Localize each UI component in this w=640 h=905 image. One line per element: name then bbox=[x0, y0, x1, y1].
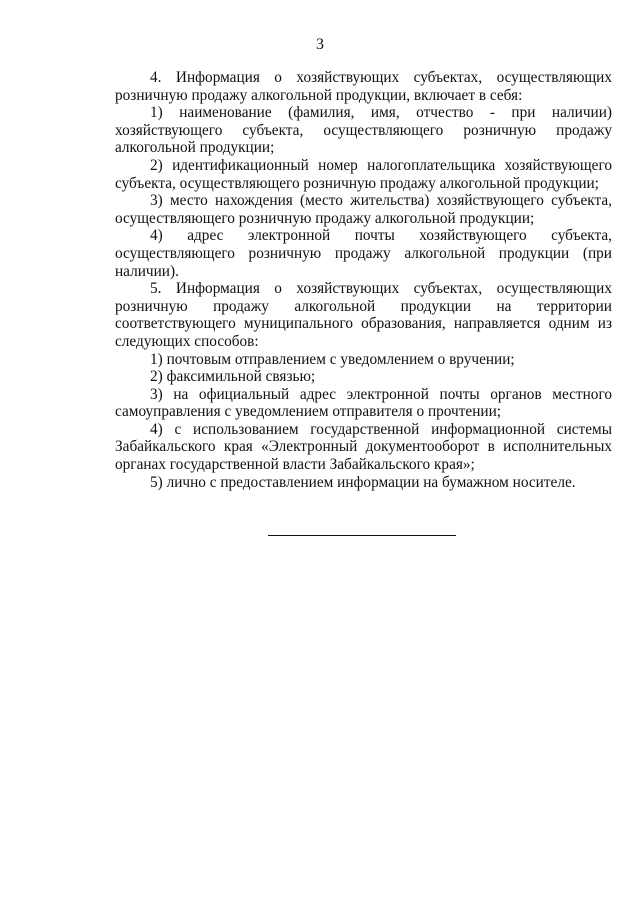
list-item-name: 1) наименование (фамилия, имя, отчество - при наличии) хозяйствующего субъекта, осуществляющего розничную продажу алкогольной продукции; bbox=[115, 104, 612, 157]
method-postal: 1) почтовым отправлением с уведомлением о вручении; bbox=[150, 350, 515, 368]
section-5-intro: 5. Информация о хозяйствующих субъектах, осуществляющих розничную продажу алкогольной продукции на территории соответствующего муниципального образования, направляется одним из следующих способов: bbox=[115, 280, 612, 350]
method-edms: 4) с использованием государственной информационной системы Забайкальского края «Электронный документооборот в исполнительных органах государственной власти Забайкальского края»; bbox=[115, 420, 612, 474]
method-fax: 2) факсимильной связью; bbox=[150, 368, 316, 386]
list-item-inn: 2) идентификационный номер налогоплательщика хозяйствующего субъекта, осуществляющего розничную продажу алкогольной продукции; bbox=[115, 156, 612, 192]
document-body bbox=[115, 69, 612, 491]
method-email: 3) на официальный адрес электронной почты органов местного самоуправления с уведомлением отправителя о прочтении; bbox=[115, 385, 612, 421]
list-item-location: 3) место нахождения (место жительства) хозяйствующего субъекта, осуществляющего розничную продажу алкогольной продукции; bbox=[115, 192, 612, 227]
section-4-intro: 4. Информация о хозяйствующих субъектах, осуществляющих розничную продажу алкогольной продукции, включает в себя: bbox=[115, 69, 612, 104]
closing-separator-line bbox=[268, 535, 456, 536]
method-paper: 5) лично с предоставлением информации на бумажном носителе. bbox=[150, 473, 576, 491]
page-number: 3 bbox=[316, 36, 324, 53]
list-item-email: 4) адрес электронной почты хозяйствующего субъекта, осуществляющего розничную продажу алкогольной продукции (при наличии). bbox=[115, 227, 612, 280]
